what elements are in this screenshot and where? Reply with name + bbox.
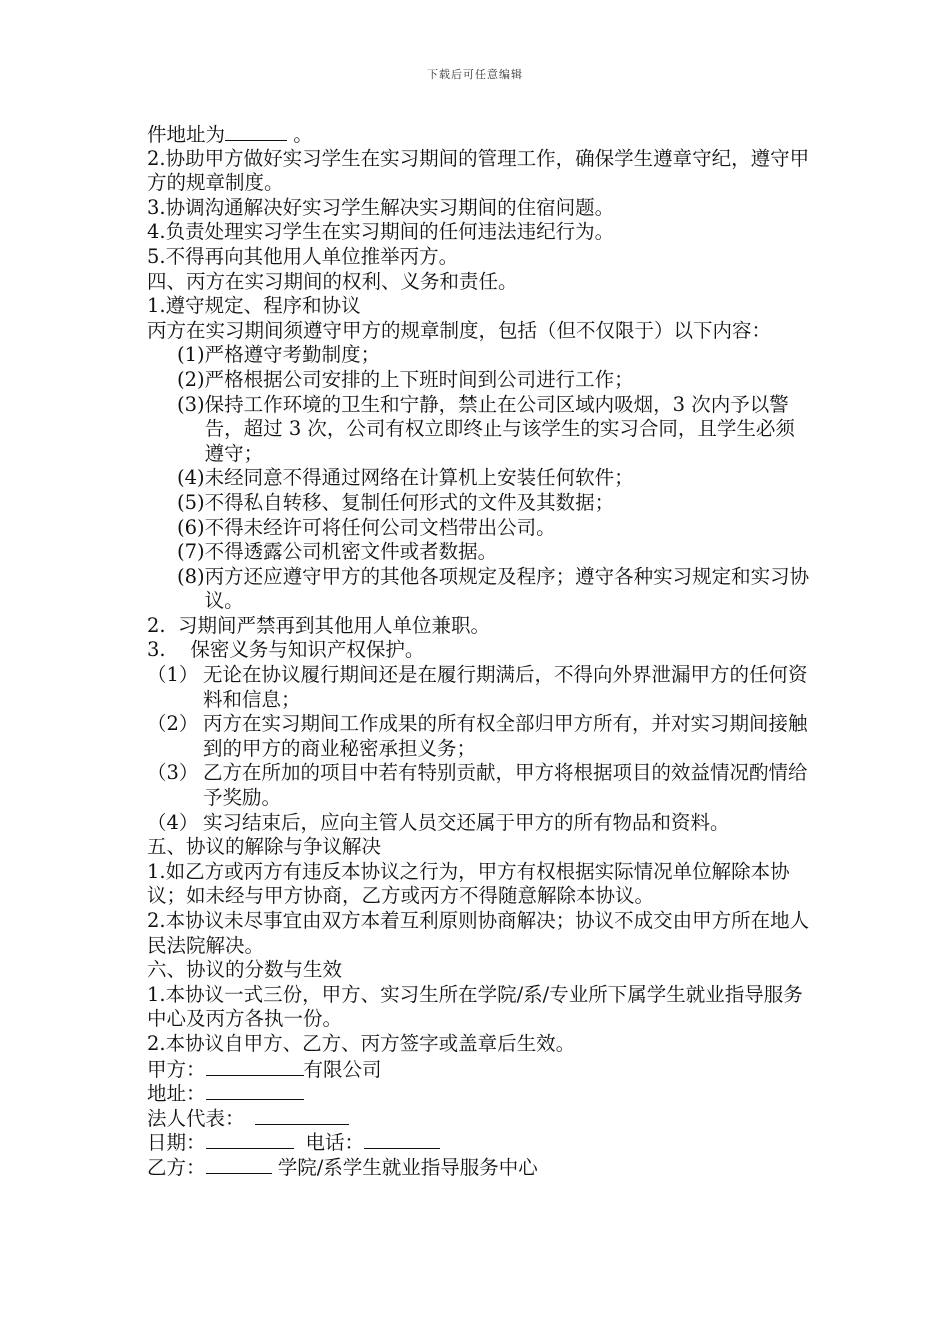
confidentiality-number: （1） [147,663,199,687]
rule-text: 不得透露公司机密文件或者数据。 [204,540,498,564]
rule-text: 保持工作环境的卫生和宁静，禁止在公司区域内吸烟，3 次内予以警告，超过 3 次，公司有权立即终止与该学生的实习合同，且学生必须遵守； [204,392,795,465]
clause-b-4: 4.负责处理实习学生在实习期间的任何违法违纪行为。 [147,220,615,244]
confidentiality-number: （4） [147,810,199,834]
rule-text: 不得私自转移、复制任何形式的文件及其数据； [204,490,615,514]
confidentiality-number: （2） [147,712,199,736]
address-prefix: 件地址为 [147,123,226,146]
section-5-item-2: 2.本协议未尽事宜由双方本着互利原则协商解决；协议不成交由甲方所在地人民法院解决。 [147,909,810,957]
rule-number: (6) [177,515,205,539]
party-a-suffix: 有限公司 [303,1057,382,1081]
rule-item [147,516,812,541]
rule-number: (3) [177,392,205,416]
rule-item [147,565,812,614]
phone-label: 电话： [305,1131,365,1155]
section-4-item-2: 2. 习期间严禁再到其他用人单位兼职。 [147,613,491,637]
party-a-blank[interactable] [206,1057,304,1076]
address-blank[interactable] [225,122,287,141]
confidentiality-text: 无论在协议履行期间还是在履行期满后，不得向外界泄漏甲方的任何资料和信息； [203,663,808,711]
clause-b-2: 2.协助甲方做好实习学生在实习期间的管理工作，确保学生遵章守纪，遵守甲方的规章制度。 [147,146,810,195]
legal-rep-blank[interactable] [255,1106,349,1125]
confidentiality-number: （3） [147,761,199,785]
rule-number: (5) [177,490,205,514]
phone-blank[interactable] [364,1130,440,1149]
clause-b-3: 3.协调沟通解决好实习学生解决实习期间的住宿问题。 [147,195,615,219]
confidentiality-text: 乙方在所加的项目中若有特别贡献，甲方将根据项目的效益情况酌情给予奖励。 [203,761,808,810]
confidentiality-item [147,663,812,712]
rule-item [147,491,812,516]
rule-item [147,466,812,491]
rule-number: (2) [177,367,205,391]
address-label: 地址： [147,1082,206,1106]
date-phone-line [147,1130,812,1155]
address-suffix: 。 [287,123,313,146]
date-label: 日期： [147,1131,206,1155]
clause-b-5: 5.不得再向其他用人单位推举丙方。 [147,244,459,268]
section-4-intro: 丙方在实习期间须遵守甲方的规章制度，包括（但不仅限于）以下内容： [147,318,772,342]
party-b-suffix: 学院/系学生就业指导服务中心 [271,1155,538,1179]
party-b-blank[interactable] [206,1155,272,1174]
rule-number: (4) [177,466,205,490]
rule-number: (8) [177,564,205,588]
confidentiality-item [147,761,812,810]
legal-rep-label: 法人代表： [147,1106,245,1130]
section-6-item-1: 1.本协议一式三份，甲方、实习生所在学院/系/专业所下属学生就业指导服务中心及丙方各执一份。 [147,982,803,1031]
rule-number: (7) [177,540,205,564]
legal-rep-line [147,1106,812,1131]
rule-item [147,368,812,393]
rule-text: 未经同意不得通过网络在计算机上安装任何软件； [204,466,634,490]
confidentiality-item [147,712,812,761]
rule-item [147,540,812,565]
confidentiality-text: 丙方在实习期间工作成果的所有权全部归甲方所有，并对实习期间接触到的甲方的商业秘密承担义务； [203,712,808,760]
party-b-line [147,1155,812,1180]
confidentiality-list [147,663,812,835]
section-6-item-2: 2.本协议自甲方、乙方、丙方签字或盖章后生效。 [147,1031,576,1055]
confidentiality-item [147,811,812,836]
section-5-item-1: 1.如乙方或丙方有违反本协议之行为，甲方有权根据实际情况单位解除本协议；如未经与甲方协商，乙方或丙方不得随意解除本协议。 [147,859,790,908]
address-sign-blank[interactable] [206,1081,304,1100]
rule-item [147,343,812,368]
rule-text: 严格根据公司安排的上下班时间到公司进行工作； [204,367,634,391]
party-b-label: 乙方： [147,1155,206,1179]
section-4-item-1: 1.遵守规定、程序和协议 [147,294,361,318]
date-blank[interactable] [206,1130,294,1149]
rule-text: 严格遵守考勤制度； [204,343,381,367]
confidentiality-text: 实习结束后，应向主管人员交还属于甲方的所有物品和资料。 [203,810,730,834]
address-sign-line [147,1081,812,1106]
contract-body [147,122,812,1180]
rule-number: (1) [177,343,205,367]
section-4-item-3: 3. 保密义务与知识产权保护。 [147,638,425,662]
rule-text: 丙方还应遵守甲方的其他各项规定及程序；遵守各种实习规定和实习协议。 [204,564,810,613]
party-a-label: 甲方： [147,1057,206,1081]
address-line [147,122,812,147]
rule-item [147,393,812,467]
party-a-line [147,1057,812,1082]
section-4-title: 四、丙方在实习期间的权利、义务和责任。 [147,269,518,293]
page-header-note: 下载后可任意编辑 [427,68,523,81]
section-6-title: 六、协议的分数与生效 [147,958,343,982]
rules-list [147,343,812,614]
section-5-title: 五、协议的解除与争议解决 [147,835,382,859]
rule-text: 不得未经许可将任何公司文档带出公司。 [204,515,556,539]
